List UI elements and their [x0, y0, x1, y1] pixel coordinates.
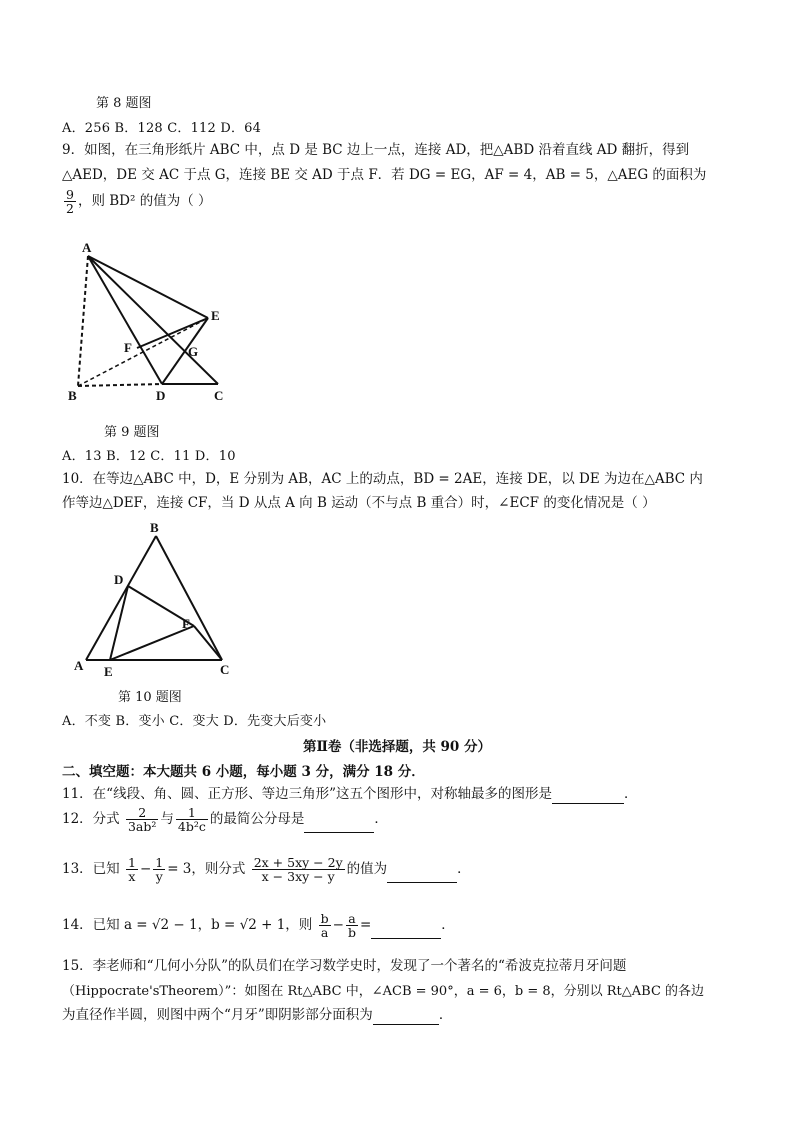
q11-text: 11．在“线段、角、圆、正方形、等边三角形”这五个图形中，对称轴最多的图形是 — [62, 786, 552, 802]
q11-period: ． — [623, 786, 638, 802]
q10-line1: 10．在等边△ABC 中，D，E 分别为 AB，AC 上的动点，BD = 2AE，连接 DE，以 DE 为边在△ABC 内 — [62, 471, 703, 487]
fig8-caption: 第 8 题图 — [96, 96, 152, 111]
q12 — [62, 806, 388, 833]
fig10-label-a: A — [74, 658, 84, 673]
q15-line3-text: 为直径作半圆，则图中两个“月牙”即阴影部分面积为 — [62, 1007, 373, 1023]
fig10-caption: 第 10 题图 — [118, 690, 182, 705]
fig10-label-f: F — [182, 616, 190, 631]
q11-answer-blank[interactable] — [552, 789, 624, 804]
fig10-diagram — [68, 518, 240, 680]
q14 — [62, 912, 455, 939]
q13-f-den: x − 3xy − y — [261, 869, 335, 884]
q12-mid: 与 — [160, 811, 174, 827]
q14-eq: = — [359, 917, 372, 933]
q9-line2: △AED，DE 交 AC 于点 G，连接 BE 交 AD 于点 F．若 DG = EG，AF = 4，AB = 5，△AEG 的面积为 — [62, 167, 707, 183]
q13-answer-blank[interactable] — [387, 868, 457, 883]
q13-period: ． — [457, 861, 471, 877]
q13-minus: − — [139, 861, 152, 877]
q12-fraction-1 — [126, 806, 158, 833]
fig9-label-c: C — [214, 388, 224, 403]
fig9-label-b: B — [68, 388, 77, 403]
q14-fraction-a — [319, 912, 331, 939]
q14-period: ． — [441, 917, 455, 933]
section2-title: 二、填空题：本大题共 6 小题，每小题 3 分，满分 18 分． — [62, 764, 425, 780]
q12-suffix: 的最简公分母是 — [209, 811, 305, 827]
q9-options: A．13 B．12 C．11 D．10 — [62, 449, 236, 464]
fig9-line-ab — [78, 256, 88, 386]
q15-answer-blank[interactable] — [373, 1010, 439, 1025]
q13-a-num: 1 — [127, 855, 136, 870]
fig9-diagram — [64, 238, 244, 410]
q14-minus: − — [332, 917, 344, 933]
q14-a-den: a — [320, 925, 329, 940]
q12-answer-blank[interactable] — [304, 818, 374, 833]
q12-period: ． — [374, 811, 388, 827]
q14-b-den: b — [347, 925, 356, 940]
fig9-label-d: D — [156, 388, 166, 403]
q15-line1: 15．李老师和“几何小分队”的队员们在学习数学史时，发现了一个著名的“希波克拉蒂月牙问题 — [62, 958, 627, 974]
q13-fraction-main — [252, 856, 345, 883]
fig9-line-ac — [88, 256, 218, 384]
fig10-line-ab — [86, 536, 156, 660]
q13-f-num: 2x + 5xy − 2y — [253, 855, 343, 870]
q12-f2-num: 1 — [176, 806, 208, 820]
q14-prefix: 14．已知 a = √2 − 1，b = √2 + 1，则 — [62, 917, 313, 933]
q14-b-num: a — [346, 912, 358, 926]
q12-prefix: 12．分式 — [62, 811, 120, 827]
q11 — [62, 785, 637, 804]
q13-b-num: 1 — [155, 855, 164, 870]
fig10-line-bc — [156, 536, 222, 660]
fig9-label-a: A — [82, 240, 92, 255]
q12-f1-den: 3ab² — [127, 819, 157, 834]
q13-b-den: y — [155, 869, 163, 884]
fig9-label-g: G — [188, 344, 199, 359]
fig10-line-ef — [110, 626, 194, 660]
q13-eq: = 3，则分式 — [167, 861, 246, 877]
q12-fraction-2 — [176, 806, 208, 833]
q15-line2: （Hippocrate'sTheorem）”：如图在 Rt△ABC 中，∠ACB = 90°，a = 6，b = 8，分别以 Rt△ABC 的各边 — [62, 984, 705, 999]
q12-f2-den: 4b²c — [177, 819, 206, 834]
q10-options: A．不变 B．变小 C．变大 D．先变大后变小 — [62, 714, 327, 729]
q13-fraction-b — [153, 856, 165, 883]
fig10-line-de — [110, 586, 128, 660]
q9-line1: 9．如图，在三角形纸片 ABC 中，点 D 是 BC 边上一点，连接 AD，把△ABD 沿着直线 AD 翻折，得到 — [62, 142, 690, 158]
q13-fraction-a — [126, 856, 138, 883]
fig10-label-e: E — [104, 664, 113, 679]
q8-options: A．256 B．128 C．112 D．64 — [62, 121, 262, 136]
q9-frac-num: 9 — [66, 187, 74, 202]
q9-frac-den: 2 — [66, 201, 74, 216]
fig9-label-e: E — [211, 308, 220, 323]
q9-line3-tail: ，则 BD² 的值为（ ） — [77, 193, 212, 209]
q15-line3 — [62, 1006, 452, 1025]
q10-line2: 作等边△DEF，连接 CF，当 D 从点 A 向 B 运动（不与点 B 重合）时，∠ECF 的变化情况是（ ） — [62, 495, 656, 511]
q14-fraction-b — [346, 912, 358, 939]
q9-line3 — [62, 188, 211, 215]
part2-title: 第Ⅱ卷（非选择题，共 90 分） — [302, 739, 492, 755]
q13-suffix: 的值为 — [346, 861, 388, 877]
q12-f1-num: 2 — [126, 806, 158, 820]
q15-period: ． — [438, 1007, 453, 1023]
fig10-label-b: B — [150, 520, 159, 535]
fig10-label-d: D — [114, 572, 124, 587]
q14-a-num: b — [320, 911, 329, 926]
q13 — [62, 856, 471, 883]
q13-a-den: x — [128, 869, 136, 884]
q9-fraction — [64, 188, 76, 215]
q14-answer-blank[interactable] — [371, 924, 441, 939]
fig9-caption: 第 9 题图 — [104, 425, 160, 440]
fig9-line-bd — [78, 384, 162, 386]
fig10-line-fc — [194, 626, 222, 660]
fig10-label-c: C — [220, 662, 230, 677]
fig9-label-f: F — [124, 340, 132, 355]
q13-prefix: 13．已知 — [62, 861, 120, 877]
